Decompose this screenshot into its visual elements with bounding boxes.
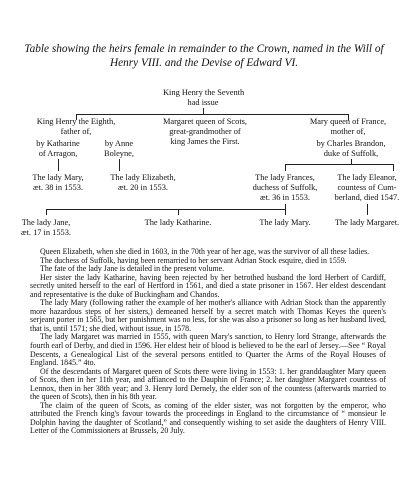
node-line: of Arragon,	[38, 148, 78, 158]
connector-line	[46, 209, 47, 215]
lady-elizabeth	[103, 173, 183, 193]
note-paragraph: The claim of the queen of Scots, as coming of the elder sister, was not forgotten by the emperor, who attributed the French king's favour towards the proceedings in England to the circumstance of “ monsieur le Dolphin having the daughter of Scotland,” and consequently wishing to set aside the daughters of Henry VIII. Letter of the Commissioners at Brussels, 20 July.	[30, 400, 386, 436]
connector-line	[46, 209, 285, 210]
connector-line	[285, 164, 286, 171]
node-line: mother of,	[330, 126, 366, 136]
node-line: The lady Eleanor,	[337, 173, 397, 182]
note-paragraph: The fate of the lady Jane is detailed in the present volume.	[40, 264, 225, 274]
node-line: by Katharine	[36, 139, 80, 148]
node-line: duchess of Suffolk,	[252, 182, 318, 192]
lady-mary-grey	[250, 218, 320, 228]
child-margaret-scots	[150, 117, 260, 146]
node-line: The lady Mary,	[32, 173, 84, 182]
node-line: King Henry the Seventh	[163, 88, 245, 97]
explanatory-notes	[30, 248, 386, 436]
note-paragraph: The duchess of Suffolk, having been remarried to her servant Adrian Stock esquire, died in 1559.	[40, 255, 347, 265]
node-line: by Charles Brandon,	[316, 139, 386, 148]
node-line: æt. 38 in 1553.	[32, 182, 84, 192]
node-line: great-grandmother of	[169, 126, 241, 136]
node-line: by Anne	[104, 139, 134, 148]
table-title: Table showing the heirs female in remainder to the Crown, named in the Will of Henry VIII. and the Devise of Edward VI.	[24, 43, 384, 69]
node-line: The lady Jane,	[21, 218, 71, 227]
note-paragraph: Of the descendants of Margaret queen of Scots there were living in 1553: 1. her granddaughter Mary queen of Scots, then in her 11th year, and affianced to the Dauphin of France; 2. her daughter Margaret countess of Lennox, then in her 38th year; and 3. Henry lord Dernely, the elder son of the countess (afterwards married to the queen of Scots), then in his 8th year.	[30, 366, 386, 402]
note-paragraph: Her sister the lady Katharine, having been rejected by her betrothed husband the lord Herbert of Cardiff, secretly united herself to the earl of Hertford in 1561, and died a state prisoner in 1567. Her eldest descendant and representative is the duke of Buckingham and Chandos.	[30, 272, 386, 299]
child-mary-france	[288, 117, 407, 137]
husband-charles-brandon	[306, 139, 396, 159]
node-line: The lady Elizabeth,	[110, 173, 176, 182]
node-line: The lady Margaret.	[334, 218, 400, 227]
node-line: countess of Cum-	[337, 182, 397, 192]
connector-line	[58, 159, 59, 171]
node-line: æt. 36 in 1553.	[259, 192, 311, 202]
note-paragraph: The lady Margaret was married in 1555, with queen Mary's sanction, to Henry lord Strange, afterwards the fourth earl of Derby, and died in 1596. Her eldest heir of blood is believed to be the earl of Jersey.—See “ Royal Descents, a Genealogical List of the several persons entitled to Quarter the Arms of the Royal Houses of England. 1845.” 4to.	[30, 332, 386, 368]
node-line: The lady Katharine.	[144, 218, 212, 227]
node-line: berland, died 1547.	[334, 192, 400, 202]
lady-jane-grey	[10, 218, 82, 238]
node-line: duke of Suffolk,	[323, 148, 379, 158]
connector-line	[367, 204, 368, 215]
node-line: Boleyne,	[103, 148, 134, 158]
node-line: æt. 20 in 1553.	[117, 182, 169, 192]
node-line: King Henry the Eighth,	[36, 117, 116, 126]
lady-mary-tudor	[20, 173, 96, 193]
wife-katharine-arragon	[28, 139, 88, 159]
node-line: Mary queen of France,	[309, 117, 387, 126]
connector-line	[285, 209, 286, 215]
node-line: The lady Frances,	[255, 173, 315, 182]
node-line: The lady Mary.	[259, 218, 311, 227]
note-paragraph: Queen Elizabeth, when she died in 1603, in the 70th year of her age, was the survivor of all these ladies.	[40, 247, 370, 256]
node-line: king James the First.	[170, 136, 240, 146]
node-line: had issue	[187, 97, 219, 107]
connector-line	[285, 164, 393, 165]
lady-katharine-grey	[132, 218, 224, 228]
connector-line	[76, 114, 348, 115]
child-henry-viii	[18, 117, 134, 137]
node-line: father of,	[60, 126, 92, 136]
wife-anne-boleyne	[96, 139, 142, 159]
connector-line	[119, 159, 120, 171]
lady-margaret-clifford	[326, 218, 407, 228]
root-henry-vii	[163, 88, 243, 108]
node-line: Margaret queen of Scots,	[162, 117, 248, 126]
lady-eleanor	[328, 173, 406, 202]
note-paragraph: The lady Mary (following rather the example of her mother's alliance with Adrian Stock than the apparently more hazardous steps of her sisters,) demeaned herself by a secret match with Thomas Keyes the queen's serjeant porter in 1565, but her punishment was no less, for she was also a prisoner so long as her husband lived, that is, until 1571; she died, without issue, in 1578.	[30, 298, 386, 333]
connector-line	[178, 209, 179, 215]
node-line: æt. 17 in 1553.	[20, 227, 72, 237]
connector-line	[393, 164, 394, 171]
lady-frances	[245, 173, 325, 202]
